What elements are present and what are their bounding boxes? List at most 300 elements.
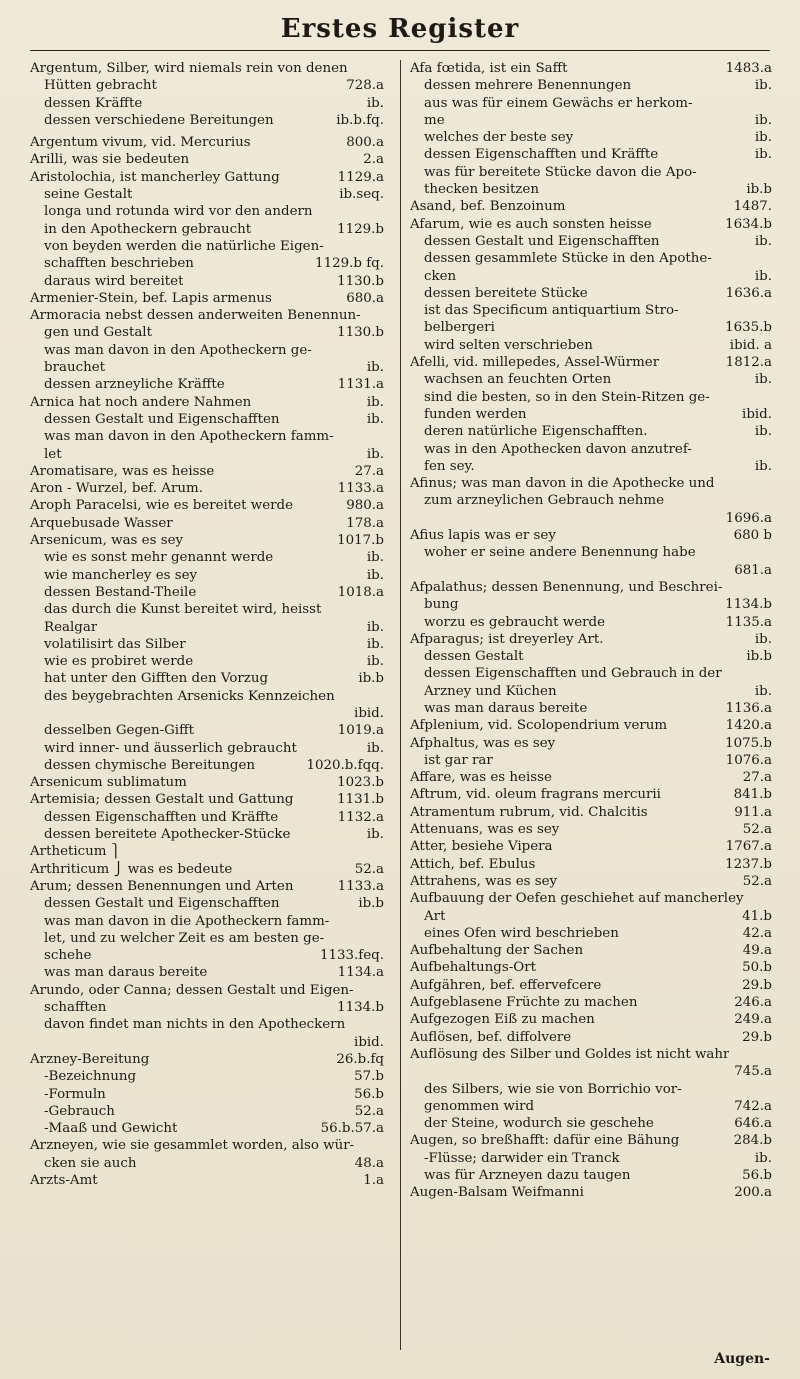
entry-text: Augen, so breßhafft: dafür eine Bähung — [410, 1133, 680, 1149]
entry-text: Attrahens, was es sey — [410, 873, 558, 889]
entry-page-ref: 52.a — [354, 861, 384, 877]
entry-page-ref: 681.a — [734, 562, 772, 578]
entry-page-ref — [378, 342, 384, 359]
entry-page-ref: 29.b — [742, 977, 772, 993]
entry-text: woher er seine andere Benennung habe — [424, 545, 696, 561]
entry-page-ref: 178.a — [346, 515, 384, 531]
page-header: Erstes Register — [280, 14, 520, 44]
index-entry — [30, 1034, 384, 1051]
entry-text: was man daraus bereite — [44, 965, 208, 981]
entry-page-ref: 56.b — [742, 1168, 772, 1183]
index-entry — [410, 510, 772, 527]
entry-text: let, und zu welcher Zeit es am besten ge- — [44, 930, 325, 946]
entry-text: der Steine, wodurch sie geschehe — [424, 1116, 654, 1132]
index-entry — [410, 925, 772, 942]
entry-page-ref: ib. — [754, 268, 772, 284]
index-entry — [30, 221, 384, 238]
entry-text: Afparagus; ist dreyerley Art. — [410, 631, 604, 647]
entry-text: aus was für einem Gewächs er herkom- — [424, 95, 693, 111]
index-entry — [410, 492, 772, 509]
entry-text: Hütten gebracht — [44, 78, 157, 94]
entry-page-ref: 1129.a — [337, 169, 384, 185]
index-entry — [30, 238, 384, 255]
index-entry — [30, 1016, 384, 1033]
entry-text: Arzney und Küchen — [424, 683, 557, 699]
entry-page-ref: ib. — [366, 619, 384, 635]
entry-text: Realgar — [44, 619, 98, 635]
entry-text: welches der beste sey — [424, 130, 574, 146]
index-entry — [30, 964, 384, 981]
entry-page-ref: 50.b — [742, 960, 772, 976]
entry-page-ref: ib. — [366, 394, 384, 410]
entry-page-ref: ib. — [366, 360, 384, 376]
index-entry — [410, 1011, 772, 1028]
index-entry — [410, 544, 772, 561]
index-entry — [410, 856, 772, 873]
entry-page-ref: ib. — [366, 636, 384, 652]
entry-page-ref: ibid. — [354, 1034, 384, 1050]
index-entry — [30, 1120, 384, 1137]
index-entry — [410, 458, 772, 475]
entry-text: Asand, bef. Benzoinum — [410, 199, 566, 215]
entry-text: Afphaltus, was es sey — [410, 735, 556, 751]
entry-page-ref — [766, 1046, 772, 1063]
entry-page-ref: 1130.b — [337, 325, 384, 341]
index-entry — [30, 60, 384, 77]
entry-page-ref: ib. — [754, 424, 772, 440]
entry-page-ref: 26.b.fq — [336, 1051, 384, 1067]
entry-text: was man davon in die Apotheckern famm- — [44, 913, 330, 929]
index-entry — [410, 441, 772, 458]
entry-text: Aufgezogen Eiß zu machen — [410, 1012, 595, 1028]
index-entry — [30, 77, 384, 94]
entry-page-ref: 1635.b — [725, 320, 772, 336]
entry-page-ref: 48.a — [354, 1155, 384, 1171]
index-entry — [30, 376, 384, 393]
entry-text: Attich, bef. Ebulus — [410, 856, 536, 872]
index-entry — [410, 683, 772, 700]
right-column — [410, 60, 772, 1202]
entry-page-ref — [766, 492, 772, 509]
entry-page-ref: 841.b — [733, 787, 772, 803]
entry-text: Aftrum, vid. oleum fragrans mercurii — [410, 787, 661, 803]
entry-page-ref: 1129.b — [337, 221, 384, 237]
index-entry — [410, 804, 772, 821]
entry-page-ref — [766, 250, 772, 267]
entry-text: Afpalathus; dessen Benennung, und Beschrei- — [410, 579, 723, 595]
entry-text: Afplenium, vid. Scolopendrium verum — [410, 718, 668, 734]
index-entry — [30, 186, 384, 203]
entry-text: Afelli, vid. millepedes, Assel-Würmer — [410, 355, 660, 371]
entry-text: dessen Gestalt und Eigenschafften — [424, 233, 660, 249]
entry-page-ref: ib. — [754, 372, 772, 388]
entry-text: was in den Apothecken davon anzutref- — [424, 441, 692, 457]
index-entry — [30, 982, 384, 999]
entry-page-ref: ib.b — [358, 671, 384, 687]
index-entry — [410, 60, 772, 77]
entry-page-ref: 1487. — [733, 199, 772, 215]
entry-text: ist das Specificum antiquartium Stro- — [424, 303, 679, 319]
index-entry — [410, 354, 772, 371]
entry-text: dessen Gestalt und Eigenschafften — [44, 411, 280, 427]
entry-page-ref: ib. — [366, 740, 384, 756]
index-entry — [410, 579, 772, 596]
entry-page-ref: 1767.a — [725, 839, 772, 855]
entry-text: Arzneyen, wie sie gesammlet worden, also wür- — [30, 1138, 355, 1154]
entry-page-ref — [766, 579, 772, 596]
entry-page-ref: ib. — [754, 130, 772, 146]
index-entry — [30, 895, 384, 912]
entry-text: dessen Bestand-Theile — [44, 584, 197, 600]
index-entry — [30, 1103, 384, 1120]
entry-text: dessen Eigenschafften und Kräffte — [44, 809, 279, 825]
entry-page-ref: 980.a — [346, 498, 384, 514]
entry-page-ref: 1134.a — [337, 965, 384, 981]
entry-text: Auflösen, bef. diffolvere — [410, 1029, 572, 1045]
entry-text: desselben Gegen-Gifft — [44, 723, 194, 739]
index-entry — [30, 273, 384, 290]
index-entry — [410, 890, 772, 907]
entry-page-ref: 1020.b.fqq. — [306, 757, 384, 773]
entry-page-ref: 41.b — [742, 908, 772, 924]
entry-page-ref: 680.a — [346, 290, 384, 306]
index-entry — [30, 740, 384, 757]
entry-text: -Flüsse; darwider ein Tranck — [424, 1150, 620, 1166]
entry-text: Aufgeblasene Früchte zu machen — [410, 995, 638, 1011]
index-entry — [410, 1132, 772, 1149]
entry-text: Arthriticum ⎭ was es bedeute — [30, 861, 233, 877]
entry-page-ref: 284.b — [733, 1133, 772, 1149]
entry-text: Aufbauung der Oefen geschiehet auf mancherley — [410, 891, 744, 907]
entry-text: -Bezeichnung — [44, 1069, 137, 1085]
entry-text: Arquebusade Wasser — [30, 515, 173, 531]
entry-page-ref — [378, 913, 384, 930]
entry-text: volatilisirt das Silber — [44, 636, 186, 652]
entry-page-ref — [766, 302, 772, 319]
index-entry — [410, 994, 772, 1011]
index-entry — [410, 389, 772, 406]
entry-text: bung — [424, 597, 459, 613]
entry-text: Afa fœtida, ist ein Safft — [410, 61, 568, 76]
index-entry — [410, 77, 772, 94]
index-entry — [410, 959, 772, 976]
entry-page-ref: 1420.a — [725, 718, 772, 734]
entry-text: Atter, besiehe Vipera — [410, 839, 553, 855]
entry-page-ref — [378, 982, 384, 999]
entry-page-ref — [766, 544, 772, 561]
index-entry — [410, 838, 772, 855]
entry-page-ref: ib.b — [746, 649, 772, 665]
entry-text: was für Arzneyen dazu taugen — [424, 1168, 631, 1183]
entry-text: Argentum, Silber, wird niemals rein von denen — [30, 61, 348, 76]
entry-page-ref: 1134.b — [725, 597, 772, 613]
column-divider — [400, 60, 401, 1350]
index-entry — [30, 1051, 384, 1068]
entry-text: Afarum, wie es auch sonsten heisse — [410, 216, 652, 232]
index-entry — [410, 527, 772, 544]
entry-text: thecken besitzen — [424, 182, 539, 198]
entry-text: -Maaß und Gewicht — [44, 1121, 178, 1137]
entry-text: was für bereitete Stücke davon die Apo- — [424, 164, 697, 180]
entry-text: belbergeri — [424, 320, 495, 336]
entry-page-ref: ib. — [754, 112, 772, 128]
index-entry — [410, 596, 772, 613]
index-entry — [410, 1063, 772, 1080]
entry-text: dessen chymische Bereitungen — [44, 757, 256, 773]
header-rule — [30, 50, 770, 51]
entry-text: dessen Eigenschafften und Kräffte — [424, 147, 659, 163]
index-entry — [30, 394, 384, 411]
entry-page-ref: 246.a — [734, 995, 772, 1011]
entry-page-ref: 1017.b — [337, 533, 384, 549]
entry-text: dessen mehrere Benennungen — [424, 78, 632, 94]
entry-page-ref — [378, 428, 384, 445]
entry-text: wachsen an feuchten Orten — [424, 372, 612, 388]
index-entry — [30, 324, 384, 341]
entry-text: schafften — [44, 1000, 107, 1016]
entry-text: Arzts-Amt — [30, 1173, 98, 1188]
index-entry — [30, 134, 384, 151]
entry-page-ref: 646.a — [734, 1116, 772, 1132]
entry-text: von beyden werden die natürliche Eigen- — [44, 238, 324, 254]
entry-text: zum arzneylichen Gebrauch nehme — [424, 493, 665, 509]
index-entry — [30, 411, 384, 428]
index-entry — [30, 670, 384, 687]
entry-text: longa und rotunda wird vor den andern — [44, 204, 313, 220]
index-entry — [30, 1172, 384, 1189]
entry-page-ref: 49.a — [742, 943, 772, 959]
index-entry — [30, 95, 384, 112]
index-entry — [30, 774, 384, 791]
entry-page-ref: ib.b.fq. — [336, 112, 384, 128]
entry-text: wird selten verschrieben — [424, 337, 593, 353]
entry-page-ref: 1129.b fq. — [315, 256, 384, 272]
entry-text: fen sey. — [424, 458, 475, 474]
entry-text: Aron - Wurzel, bef. Arum. — [30, 481, 203, 497]
entry-page-ref: 742.a — [734, 1098, 772, 1114]
entry-page-ref: ib.seq. — [339, 187, 384, 203]
index-entry — [410, 786, 772, 803]
index-entry — [30, 480, 384, 497]
entry-page-ref — [378, 238, 384, 255]
index-entry — [410, 337, 772, 354]
index-entry — [30, 307, 384, 324]
entry-text: dessen Gestalt und Eigenschafften — [44, 896, 280, 912]
index-entry — [410, 1098, 772, 1115]
index-entry — [30, 446, 384, 463]
index-entry — [410, 942, 772, 959]
entry-page-ref — [378, 843, 384, 860]
entry-page-ref: 52.a — [742, 822, 772, 838]
index-entry — [410, 233, 772, 250]
entry-text: -Formuln — [44, 1086, 106, 1102]
entry-text: funden werden — [424, 406, 527, 422]
entry-page-ref: 1634.b — [725, 216, 772, 232]
catchword: Augen- — [714, 1351, 770, 1367]
entry-page-ref: ib.b — [746, 182, 772, 198]
entry-page-ref: 1237.b — [725, 856, 772, 872]
index-entry — [30, 947, 384, 964]
entry-text: Aufbehaltungs-Ort — [410, 960, 536, 976]
index-entry — [410, 614, 772, 631]
entry-page-ref: 1696.a — [725, 510, 772, 526]
index-entry — [410, 908, 772, 925]
entry-text: dessen bereitete Apothecker-Stücke — [44, 827, 291, 843]
entry-text: was man daraus bereite — [424, 700, 588, 716]
index-entry — [30, 722, 384, 739]
entry-page-ref: ib. — [366, 446, 384, 462]
index-entry — [410, 977, 772, 994]
entry-page-ref: 1076.a — [725, 752, 772, 768]
entry-page-ref: 1133.a — [337, 878, 384, 894]
index-entry — [410, 1029, 772, 1046]
entry-text: dessen Kräffte — [44, 95, 143, 111]
entry-text: Arilli, was sie bedeuten — [30, 152, 190, 168]
index-entry — [30, 636, 384, 653]
entry-page-ref: 1133.feq. — [319, 948, 384, 964]
entry-text: Arsenicum, was es sey — [30, 533, 184, 549]
entry-page-ref — [766, 164, 772, 181]
index-entry — [30, 930, 384, 947]
entry-text: schehe — [44, 948, 92, 964]
index-entry — [410, 631, 772, 648]
left-column — [30, 60, 384, 1189]
entry-page-ref: 52.a — [354, 1103, 384, 1119]
entry-text: davon findet man nichts in den Apotheckern — [44, 1017, 346, 1033]
entry-page-ref: ib. — [366, 550, 384, 566]
index-entry — [410, 1184, 772, 1201]
index-entry — [410, 302, 772, 319]
entry-text: deren natürliche Eigenschafften. — [424, 424, 648, 440]
index-entry — [410, 95, 772, 112]
entry-text: let — [44, 446, 62, 462]
entry-text: wie es sonst mehr genannt werde — [44, 550, 274, 566]
index-entry — [410, 735, 772, 752]
index-entry — [410, 1167, 772, 1184]
entry-text: dessen bereitete Stücke — [424, 285, 588, 301]
entry-text: Attenuans, was es sey — [410, 822, 560, 838]
entry-page-ref: 745.a — [734, 1064, 772, 1080]
entry-page-ref: ib. — [754, 1150, 772, 1166]
entry-text: eines Ofen wird beschrieben — [424, 925, 619, 941]
index-entry — [410, 181, 772, 198]
index-entry — [410, 752, 772, 769]
index-entry — [30, 1155, 384, 1172]
index-entry — [410, 1115, 772, 1132]
index-entry — [30, 112, 384, 129]
index-entry — [30, 1068, 384, 1085]
entry-page-ref: ibid. a — [729, 337, 772, 353]
entry-text: Auflösung des Silber und Goldes ist nicht wahr — [410, 1046, 730, 1062]
entry-page-ref: 680 b — [733, 528, 772, 544]
index-entry — [30, 497, 384, 514]
entry-text: sind die besten, so in den Stein-Ritzen ge- — [424, 389, 710, 405]
entry-text: cken sie auch — [44, 1155, 137, 1171]
entry-page-ref: 29.b — [742, 1029, 772, 1045]
index-entry — [410, 250, 772, 267]
entry-page-ref: 1483.a — [725, 61, 772, 76]
entry-page-ref — [378, 1016, 384, 1033]
entry-page-ref — [378, 60, 384, 77]
entry-page-ref: 1134.b — [337, 1000, 384, 1016]
entry-page-ref: 249.a — [734, 1012, 772, 1028]
entry-text: das durch die Kunst bereitet wird, heisst — [44, 602, 322, 618]
index-entry — [410, 198, 772, 215]
entry-page-ref: ib. — [366, 411, 384, 427]
entry-text: wie es probiret werde — [44, 654, 194, 670]
index-entry — [30, 878, 384, 895]
entry-text: brauchet — [44, 360, 106, 376]
entry-page-ref: 200.a — [734, 1185, 772, 1201]
entry-page-ref: ib. — [754, 233, 772, 249]
index-entry — [410, 665, 772, 682]
index-entry — [30, 809, 384, 826]
entry-page-ref — [766, 665, 772, 682]
entry-page-ref: 1636.a — [725, 285, 772, 301]
index-entry — [30, 619, 384, 636]
entry-page-ref: 1131.b — [337, 792, 384, 808]
entry-page-ref — [378, 930, 384, 947]
index-entry — [410, 475, 772, 492]
entry-text: Aromatisare, was es heisse — [30, 463, 215, 479]
entry-text: Arundo, oder Canna; dessen Gestalt und Eigen- — [30, 982, 354, 998]
entry-page-ref — [766, 890, 772, 907]
index-entry — [410, 164, 772, 181]
index-entry — [30, 999, 384, 1016]
index-entry — [410, 1081, 772, 1098]
entry-page-ref — [766, 475, 772, 492]
entry-page-ref: ib. — [754, 458, 772, 474]
entry-page-ref: 1135.a — [725, 614, 772, 630]
entry-page-ref — [378, 688, 384, 705]
index-entry — [30, 601, 384, 618]
entry-page-ref: 1130.b — [337, 273, 384, 289]
entry-text: Augen-Balsam Weifmanni — [410, 1185, 584, 1201]
index-entry — [30, 843, 384, 860]
entry-page-ref: 52.a — [742, 873, 772, 889]
index-entry — [30, 584, 384, 601]
index-entry — [30, 359, 384, 376]
entry-text: wie mancherley es sey — [44, 567, 198, 583]
entry-page-ref: 1023.b — [337, 775, 384, 791]
entry-page-ref: 56.b.57.a — [320, 1121, 384, 1137]
entry-page-ref — [378, 1137, 384, 1154]
index-entry — [410, 146, 772, 163]
entry-page-ref: 728.a — [346, 78, 384, 94]
entry-text: seine Gestalt — [44, 187, 133, 203]
entry-page-ref: ib. — [366, 827, 384, 843]
index-entry — [30, 861, 384, 878]
entry-page-ref: 1812.a — [725, 355, 772, 371]
index-entry — [30, 532, 384, 549]
entry-text: Arsenicum sublimatum — [30, 775, 187, 791]
entry-text: Art — [424, 908, 446, 924]
entry-page-ref: 1018.a — [337, 584, 384, 600]
entry-text: Afinus; was man davon in die Apothecke und — [410, 476, 715, 492]
entry-text: was man davon in den Apotheckern ge- — [44, 342, 312, 358]
index-entry — [410, 648, 772, 665]
index-entry — [410, 1150, 772, 1167]
entry-page-ref — [766, 389, 772, 406]
entry-page-ref: 911.a — [734, 804, 772, 820]
index-entry — [30, 255, 384, 272]
entry-page-ref: ibid. — [742, 406, 772, 422]
entry-text: Armenier-Stein, bef. Lapis armenus — [30, 290, 272, 306]
entry-text: ist gar rar — [424, 752, 493, 768]
entry-text: dessen gesammlete Stücke in den Apothe- — [424, 251, 712, 267]
entry-text: dessen Eigenschafften und Gebrauch in der — [424, 666, 722, 682]
entry-text: cken — [424, 268, 457, 284]
